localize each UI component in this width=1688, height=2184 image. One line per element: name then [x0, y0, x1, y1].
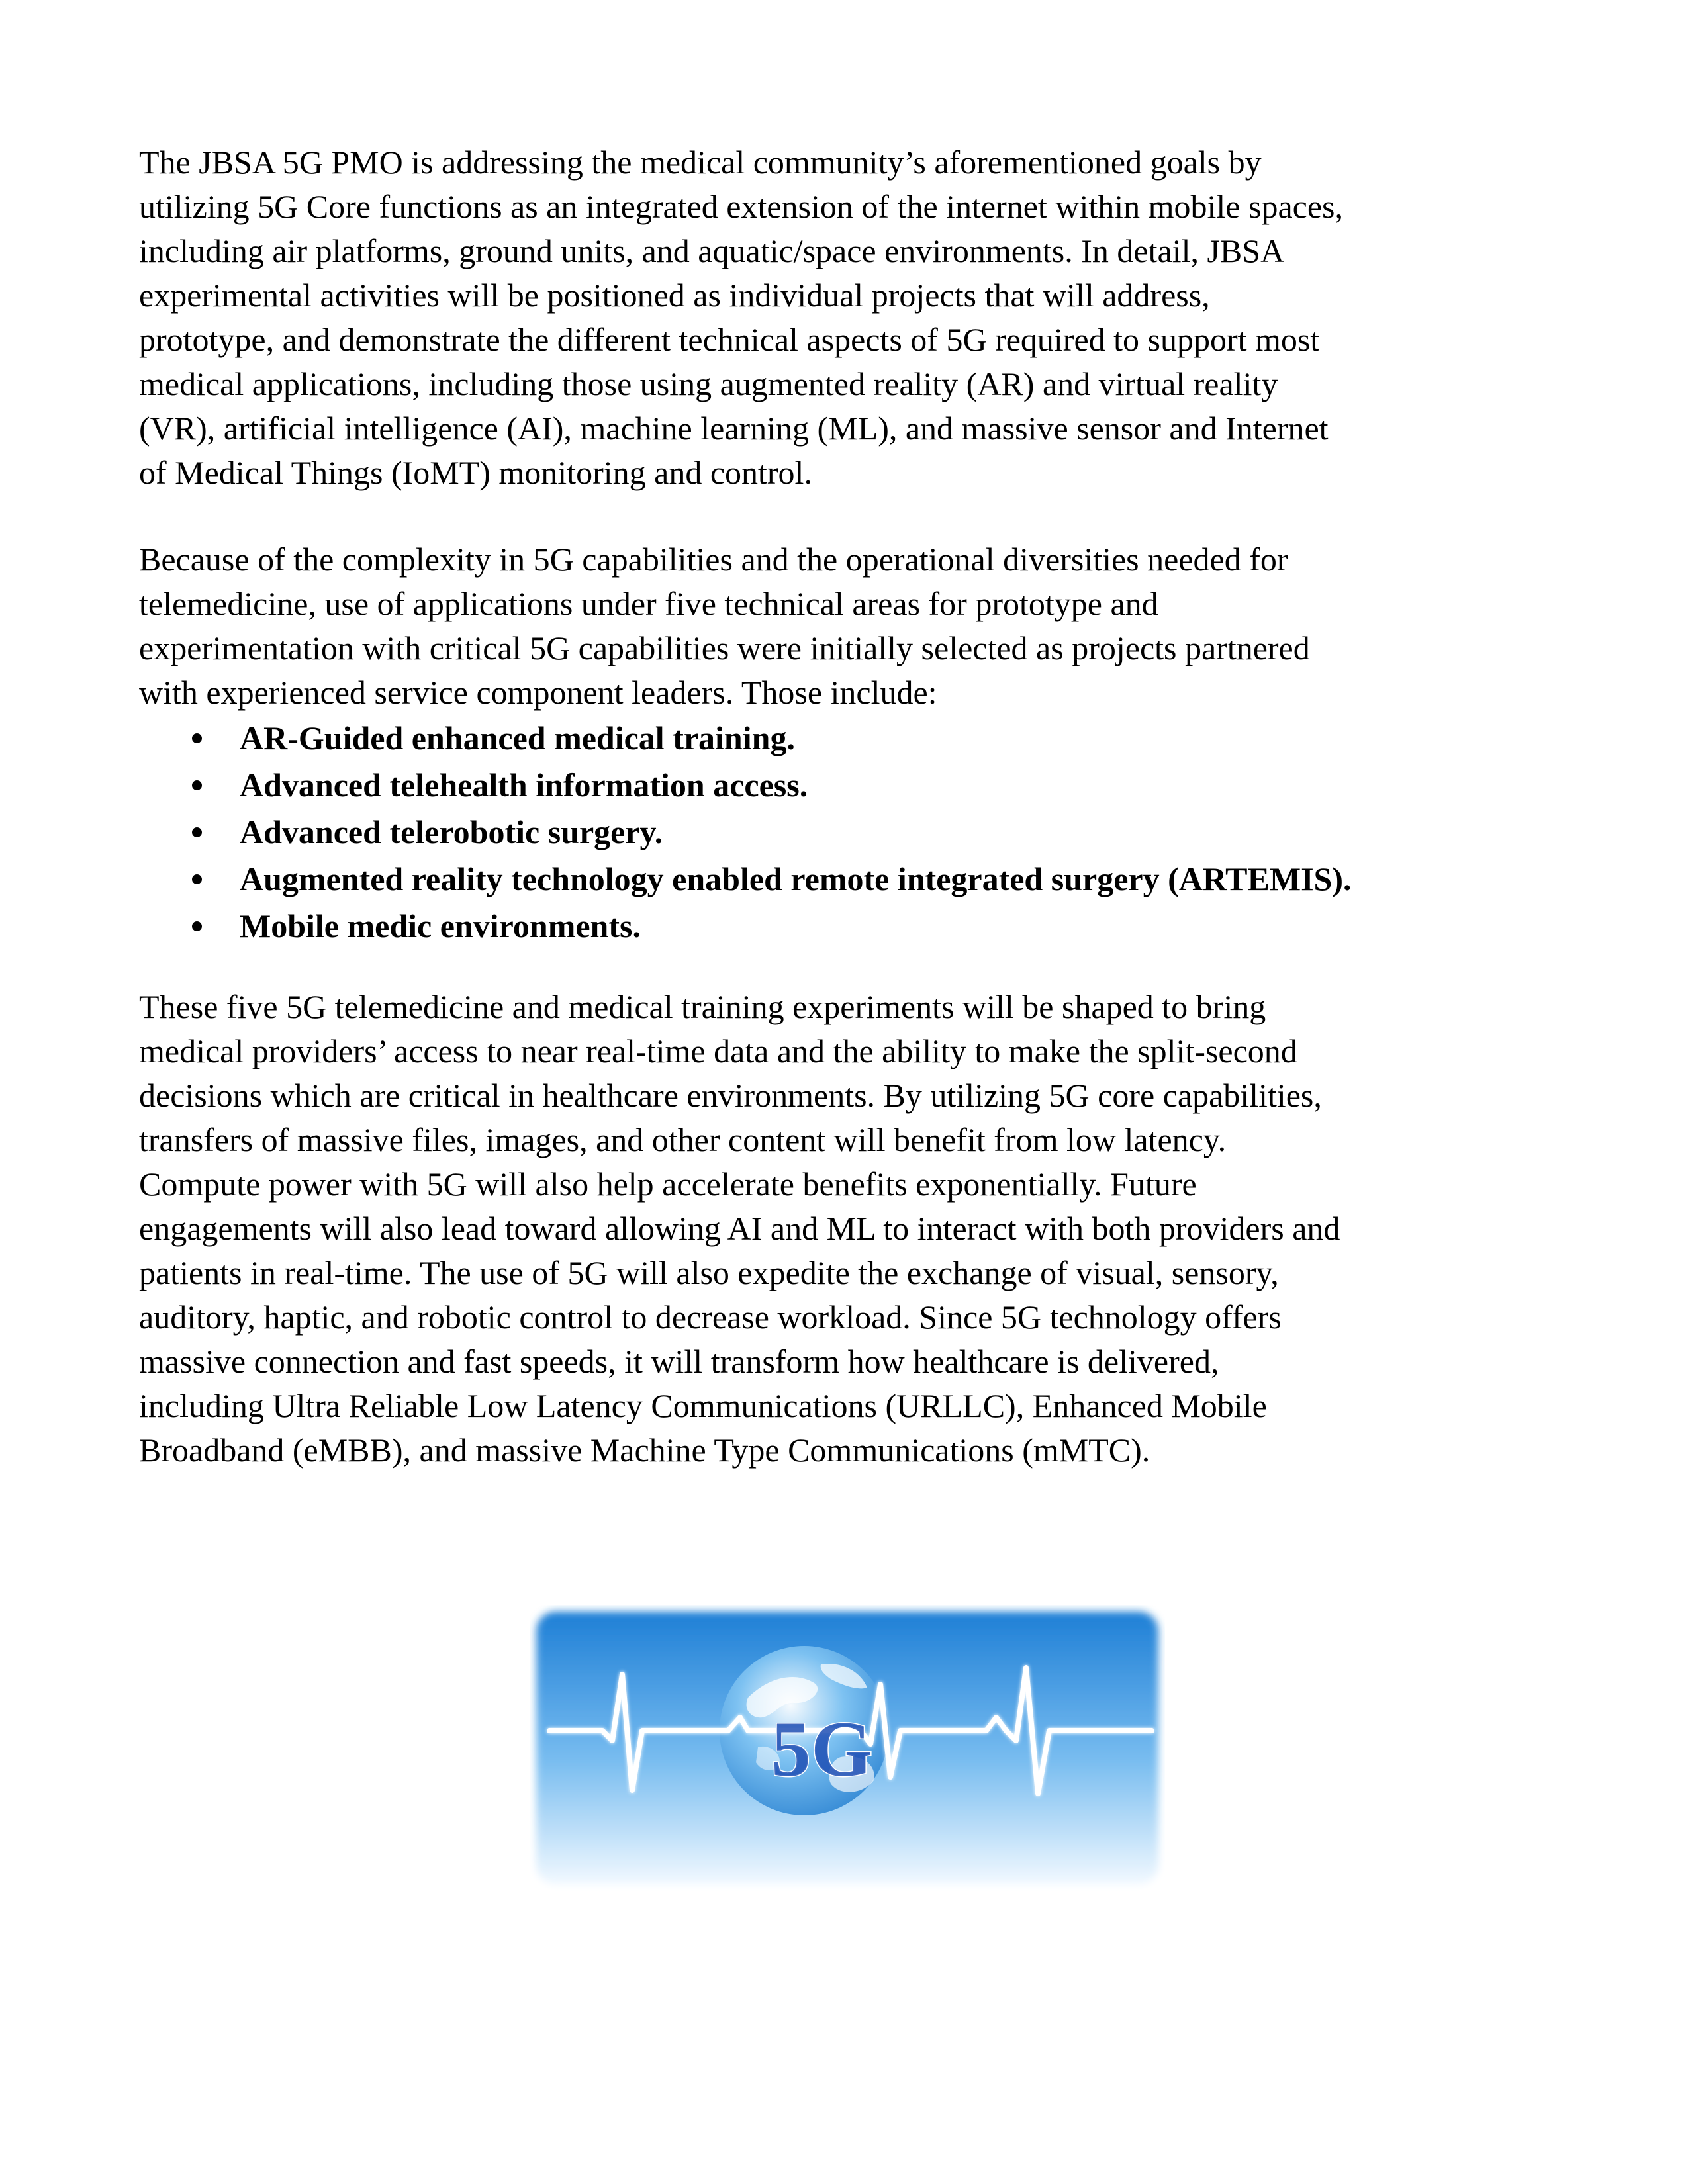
- list-item-text: Augmented reality technology enabled remote integrated surgery (ARTEMIS).: [240, 860, 1352, 897]
- list-item: [139, 762, 1595, 809]
- bullet-icon: [192, 874, 202, 884]
- list-item: [139, 809, 1595, 856]
- list-item-text: Advanced telehealth information access.: [240, 766, 808, 803]
- list-item: [139, 715, 1595, 762]
- 5g-label: 5G: [771, 1705, 873, 1793]
- 5g-heartbeat-image: [530, 1605, 1165, 1891]
- list-item-text: AR-Guided enhanced medical training.: [240, 719, 795, 756]
- bullet-icon: [192, 733, 202, 743]
- complexity-paragraph: Because of the complexity in 5G capabilities and the operational diversities needed for telemedicine, use of applications under five technical areas for prototype and experimentation with critical 5G capabilities were initially selected as projects partnered with experienced service component leaders. Those include:: [139, 541, 1310, 711]
- bullet-icon: [192, 780, 202, 790]
- list-item: [139, 856, 1595, 903]
- list-item-text: Mobile medic environments.: [240, 907, 641, 944]
- project-list: [139, 715, 1595, 950]
- list-item-text: Advanced telerobotic surgery.: [240, 813, 663, 850]
- intro-paragraph: The JBSA 5G PMO is addressing the medical community’s aforementioned goals by utilizing 5G Core functions as an integrated extension of the internet within mobile spaces, including air platforms, ground units, and aquatic/space environments. In detail, JBSA experimental activities will be positioned as individual projects that will address, prototype, and demonstrate the different technical aspects of 5G required to support most medical applications, including those using augmented reality (AR) and virtual reality (VR), artificial intelligence (AI), machine learning (ML), and massive sensor and Internet of Medical Things (IoMT) monitoring and control.: [139, 144, 1343, 491]
- bullet-icon: [192, 827, 202, 837]
- list-item: [139, 903, 1595, 950]
- summary-paragraph: These five 5G telemedicine and medical training experiments will be shaped to bring medical providers’ access to near real-time data and the ability to make the split-second decisions which are critical in healthcare environments. By utilizing 5G core capabilities, transfers of massive files, images, and other content will benefit from low latency. Compute power with 5G will also help accelerate benefits exponentially. Future engagements will also lead toward allowing AI and ML to interact with both providers and patients in real-time. The use of 5G will also expedite the exchange of visual, sensory, auditory, haptic, and robotic control to decrease workload. Since 5G technology offers massive connection and fast speeds, it will transform how healthcare is delivered, including Ultra Reliable Low Latency Communications (URLLC), Enhanced Mobile Broadband (eMBB), and massive Machine Type Communications (mMTC).: [139, 988, 1340, 1469]
- bullet-icon: [192, 921, 202, 931]
